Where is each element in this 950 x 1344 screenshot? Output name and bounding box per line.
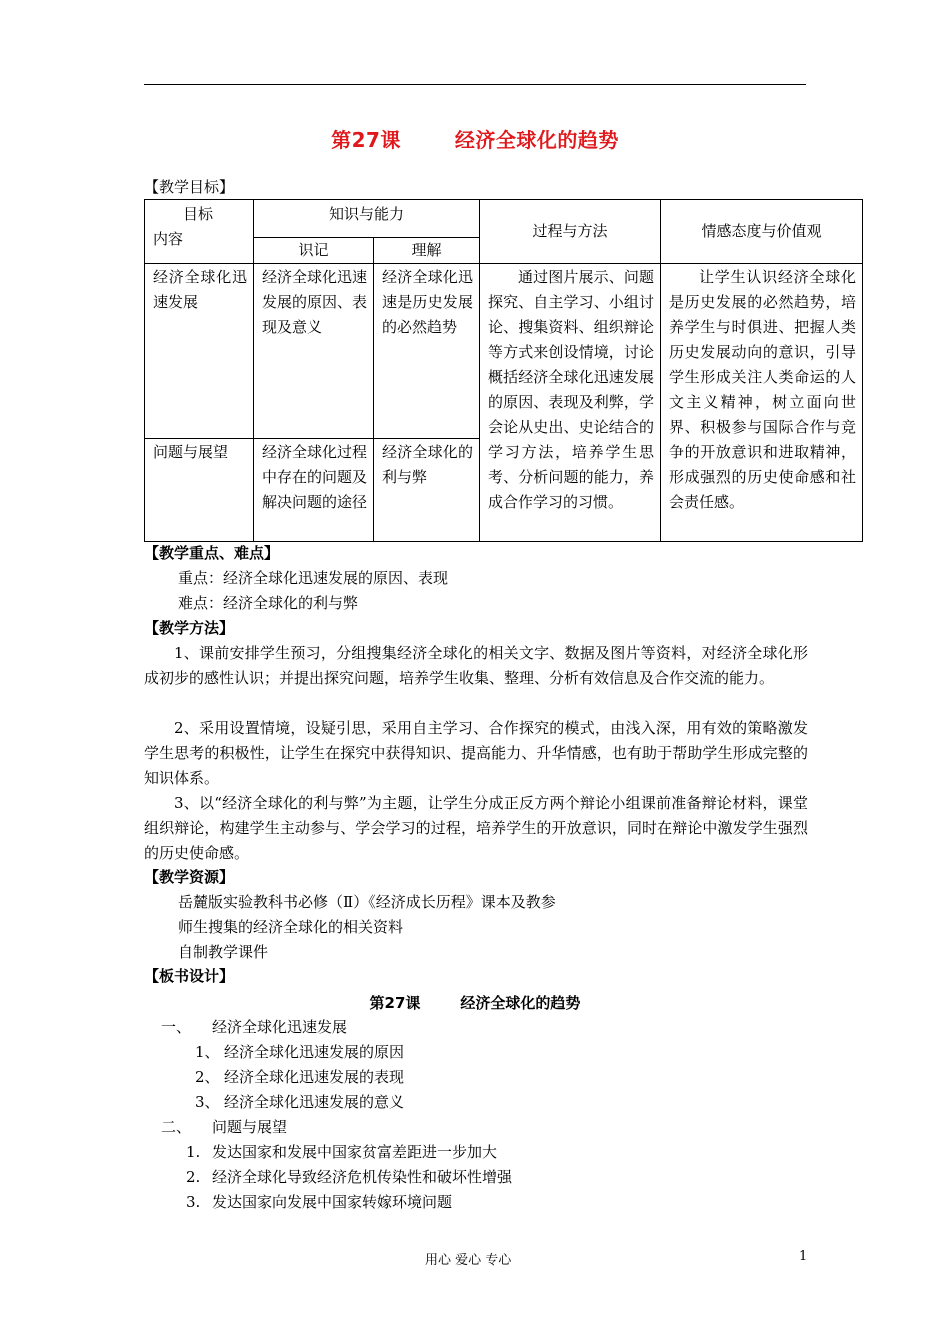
board-name: 经济全球化的趋势 xyxy=(460,994,581,1012)
board-p1-item1-num: 1、 xyxy=(195,1043,220,1061)
header-recall: 识记 xyxy=(254,238,374,264)
board-lesson: 第27课 xyxy=(369,994,421,1012)
lesson-number: 第27课 xyxy=(331,128,401,152)
focus-key: 重点：经济全球化迅速发展的原因、表现 xyxy=(178,569,449,587)
emotion-text: 让学生认识经济全球化是历史发展的必然趋势，培养学生与时俱进、把握人类历史发展动向的意识，引导学生形成关注人类命运的人文主义精神，树立面向世界、积极参与国际合作与竞争的开放意识和进取精神，形成强烈的历史使命感和社会责任感。 xyxy=(669,268,857,511)
board-part1-title: 经济全球化迅速发展 xyxy=(212,1018,348,1036)
board-part1-number: 一、 xyxy=(161,1018,192,1036)
page-title xyxy=(0,124,950,153)
method-1: 1、课前安排学生预习，分组搜集经济全球化的相关文字、数据及图片等资料，对经济全球化形成初步的感性认识；并提出探究问题，培养学生收集、整理、分析有效信息及合作交流的能力。 xyxy=(144,644,808,687)
header-process: 过程与方法 xyxy=(480,200,661,264)
board-part2-number: 二、 xyxy=(161,1118,192,1136)
focus-difficult: 难点：经济全球化的利与弊 xyxy=(178,594,359,612)
board-title xyxy=(0,992,950,1013)
resource-1: 岳麓版实验教科书必修（Ⅱ）《经济成长历程》课本及教参 xyxy=(178,893,556,911)
section-focus: 【教学重点、难点】 xyxy=(144,544,280,562)
section-resources: 【教学资源】 xyxy=(144,868,235,886)
table-corner-cell xyxy=(145,200,254,264)
board-p2-item1-num: 1. xyxy=(186,1143,201,1161)
method-2: 2、采用设置情境，设疑引思，采用自主学习、合作探究的模式，由浅入深，用有效的策略激发学生思考的积极性，让学生在探究中获得知识、提高能力、升华情感，也有助于帮助学生形成完整的知识体系。 xyxy=(144,719,808,787)
row1-content: 经济全球化迅速发展 xyxy=(153,268,247,311)
row2-understand: 经济全球化的利与弊 xyxy=(382,443,474,486)
board-p2-item1: 发达国家和发展中国家贫富差距进一步加大 xyxy=(212,1143,498,1161)
section-goals: 【教学目标】 xyxy=(144,178,235,196)
header-emotion: 情感态度与价值观 xyxy=(661,200,863,264)
row2-recall: 经济全球化过程中存在的问题及解决问题的途径 xyxy=(262,443,368,511)
header-knowledge: 知识与能力 xyxy=(254,200,480,238)
resource-3: 自制教学课件 xyxy=(178,943,269,961)
section-methods: 【教学方法】 xyxy=(144,619,235,637)
board-p2-item3-num: 3. xyxy=(186,1193,201,1211)
process-text: 通过图片展示、问题探究、自主学习、小组讨论、搜集资料、组织辩论等方式来创设情境，讨论概括经济全球化迅速发展的原因、表现及利弊，学会论从史出、史论结合的学习方法，培养学生思考、分析问题的能力，养成合作学习的习惯。 xyxy=(488,268,655,511)
corner-bottom-label: 内容 xyxy=(153,230,184,248)
section-board: 【板书设计】 xyxy=(144,967,235,985)
board-p1-item3-num: 3、 xyxy=(195,1093,220,1111)
method-3: 3、以“经济全球化的利与弊”为主题，让学生分成正反方两个辩论小组课前准备辩论材料，课堂组织辩论，构建学生主动参与、学会学习的过程，培养学生的开放意识，同时在辩论中激发学生强烈的历史使命感。 xyxy=(144,794,808,862)
corner-top-label: 目标 xyxy=(183,205,214,223)
board-p1-item1: 经济全球化迅速发展的原因 xyxy=(224,1043,405,1061)
page-number: 1 xyxy=(799,1249,808,1264)
goals-table xyxy=(144,199,863,542)
lesson-name: 经济全球化的趋势 xyxy=(454,128,619,152)
board-p2-item2: 经济全球化导致经济危机传染性和破坏性增强 xyxy=(212,1168,513,1186)
board-p1-item2-num: 2、 xyxy=(195,1068,220,1086)
footer-motto: 用心 爱心 专心 xyxy=(425,1253,512,1268)
board-p1-item2: 经济全球化迅速发展的表现 xyxy=(224,1068,405,1086)
board-p2-item3: 发达国家向发展中国家转嫁环境问题 xyxy=(212,1193,453,1211)
header-understand: 理解 xyxy=(374,238,480,264)
board-p2-item2-num: 2. xyxy=(186,1168,201,1186)
header-rule xyxy=(144,84,806,85)
board-part2-title: 问题与展望 xyxy=(212,1118,288,1136)
row2-content: 问题与展望 xyxy=(153,443,229,461)
row1-understand: 经济全球化迅速是历史发展的必然趋势 xyxy=(382,268,474,336)
resource-2: 师生搜集的经济全球化的相关资料 xyxy=(178,918,404,936)
board-p1-item3: 经济全球化迅速发展的意义 xyxy=(224,1093,405,1111)
row1-recall: 经济全球化迅速发展的原因、表现及意义 xyxy=(262,268,368,336)
